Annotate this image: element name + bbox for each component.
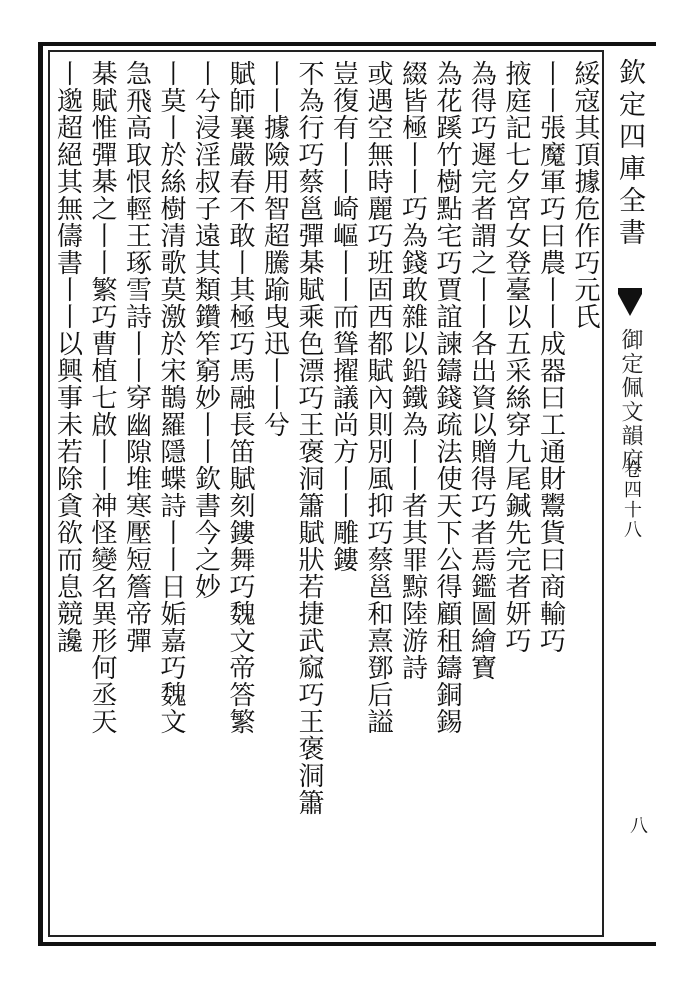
text-column: 丨邈超絕其無儔書丨丨以興事未若除貪欲而息競讒 [52, 60, 83, 654]
text-column: 賦師襄嚴春不敢丨其極巧馬融長笛賦刻鏤舞巧魏文帝答繁 [225, 60, 255, 735]
text-column: 丨丨張魔軍巧曰農丨丨成器曰工通財鬻貨曰商輸巧 [535, 60, 566, 654]
text-column: 或遇空無時麗巧班固西都賦內則別風抑巧蔡邕和熹鄧后謚 [363, 60, 393, 735]
book-title: 欽定四庫全書 [614, 58, 645, 250]
page-mark: 八 [630, 816, 648, 837]
text-column: 綴皆極丨丨巧為錢敢雜以鉛鐵為丨丨者其罪黥陸游詩 [397, 60, 428, 681]
page-margin [604, 50, 656, 937]
text-column: 急飛高取恨輕王琢雪詩丨丨穿幽隙堆寒壓短簷帝彈 [121, 60, 152, 654]
text-column: 丨丨據險用智超騰踰曳迅丨丨兮 [259, 60, 290, 438]
text-column: 豈復有丨丨崎嶇丨丨而聳擢議尚方丨丨雕鏤 [328, 60, 359, 573]
fishtail-mark-icon [618, 294, 642, 316]
text-column: 為得巧遲完者謂之丨丨各出資以贈得巧者焉鑑圖繪寶 [466, 60, 497, 681]
text-column: 掖庭記七夕宮女登臺以五采絲穿九尾鍼先完者妍巧 [501, 60, 531, 654]
work-title: 御定佩文韻府 [618, 328, 643, 472]
text-columns [50, 54, 602, 934]
text-column: 綏寇其頂據危作巧元氏 [570, 60, 600, 330]
text-column: 為花蹊竹樹點宅巧賈誼諫鑄錢疏法使天下公得顧租鑄銅錫 [432, 60, 462, 735]
text-column: 丨莫丨於絲樹清歌莫激於宋鵲羅隱蝶詩丨丨日姤嘉巧魏文 [156, 60, 186, 735]
text-column: 不為行巧蔡邕彈棊賦乘色漂巧王褒洞簫賦狀若捷武窳巧王褒洞簫 [294, 60, 324, 816]
text-column: 丨兮浸淫叔子遠其類鑽笮窮妙丨丨欽書今之妙 [190, 60, 221, 600]
text-column: 棊賦惟彈棊之丨丨繁巧曹植七啟丨丨神怪變名異形何丞天 [87, 60, 117, 735]
volume-number: 卷四十八 [621, 460, 642, 540]
